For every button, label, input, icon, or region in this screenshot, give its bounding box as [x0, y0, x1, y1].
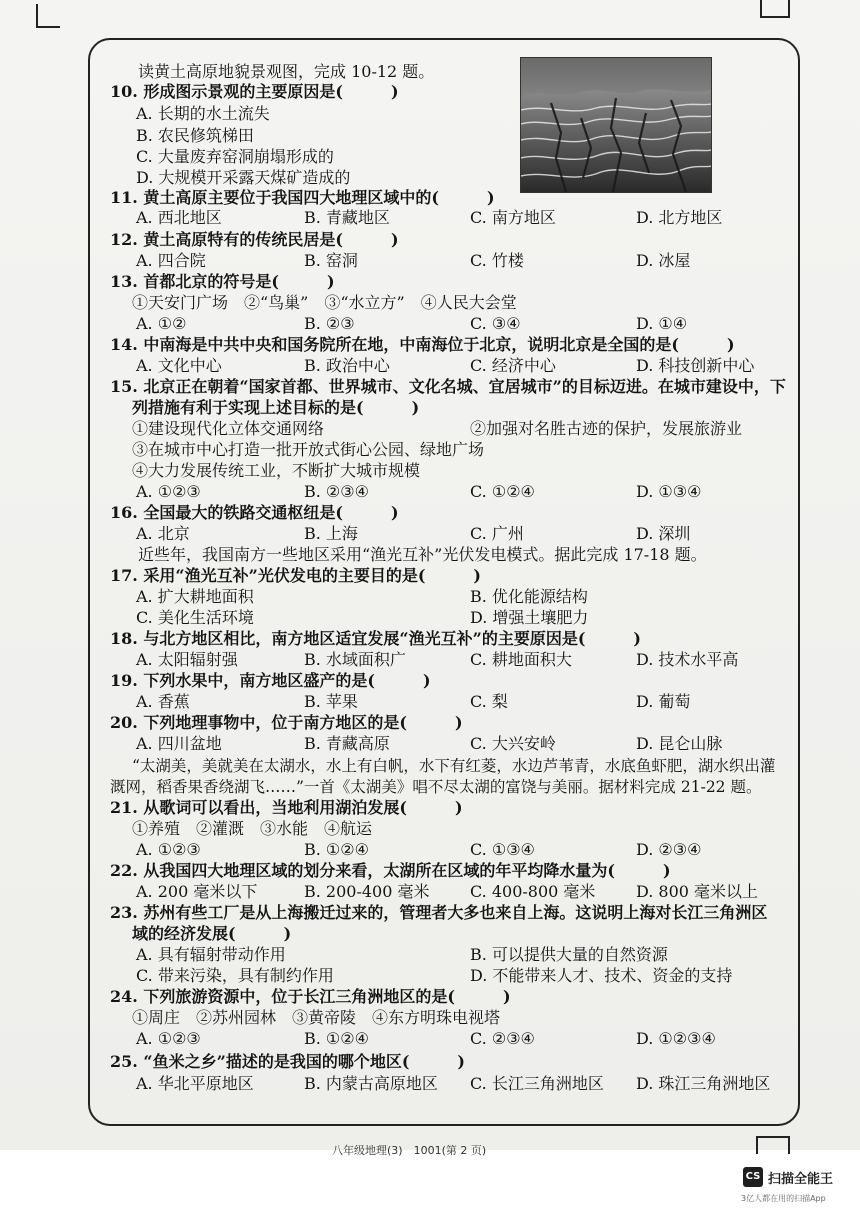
q12-option-a: A. 四合院	[136, 251, 206, 270]
q14-option-b: B. 政治中心	[304, 356, 390, 375]
question-11: 11. 黄土高原主要位于我国四大地理区域中的( )	[110, 188, 495, 207]
q13-items: ①天安门广场 ②“鸟巢” ③“水立方” ④人民大会堂	[132, 293, 517, 312]
q10-option-d: D. 大规模开采露天煤矿造成的	[136, 168, 351, 187]
q12-option-b: B. 窑洞	[304, 251, 358, 270]
q15-item-2: ②加强对名胜古迹的保护，发展旅游业	[470, 419, 743, 438]
q19-option-a: A. 香蕉	[136, 692, 190, 711]
question-24: 24. 下列旅游资源中，位于长江三角洲地区的是( )	[110, 987, 511, 1006]
question-16: 16. 全国最大的铁路交通枢纽是( )	[110, 503, 399, 522]
scanner-app-name: 扫描全能王	[768, 1172, 834, 1187]
q18-option-b: B. 水域面积广	[304, 650, 406, 669]
q23-option-b: B. 可以提供大量的自然资源	[470, 945, 668, 964]
q13-option-b: B. ②③	[304, 314, 355, 333]
question-15: 15. 北京正在朝着“国家首都、世界城市、文化名城、宜居城市”的目标迈进。在城市建设中，下	[110, 377, 786, 396]
q25-option-d: D. 珠江三角洲地区	[636, 1074, 771, 1093]
q23-option-a: A. 具有辐射带动作用	[136, 945, 286, 964]
q16-option-b: B. 上海	[304, 524, 358, 543]
q15-option-c: C. ①②④	[470, 482, 535, 501]
question-13: 13. 首都北京的符号是( )	[110, 272, 335, 291]
passage-loess-intro: 读黄土高原地貌景观图，完成 10-12 题。	[138, 62, 435, 81]
question-17: 17. 采用“渔光互补”光伏发电的主要目的是( )	[110, 566, 481, 585]
q11-option-a: A. 西北地区	[136, 208, 222, 227]
question-10: 10. 形成图示景观的主要原因是( )	[110, 82, 399, 101]
q11-option-b: B. 青藏地区	[304, 208, 390, 227]
question-15-continued: 列措施有利于实现上述目标的是( )	[132, 398, 420, 417]
q20-option-a: A. 四川盆地	[136, 734, 222, 753]
q17-option-c: C. 美化生活环境	[136, 608, 254, 627]
q20-option-b: B. 青藏高原	[304, 734, 390, 753]
q23-option-c: C. 带来污染，具有制约作用	[136, 966, 334, 985]
scanner-logo-icon: CS	[743, 1167, 763, 1187]
q20-option-c: C. 大兴安岭	[470, 734, 556, 753]
q13-option-d: D. ①④	[636, 314, 688, 333]
q15-option-b: B. ②③④	[304, 482, 369, 501]
question-19: 19. 下列水果中，南方地区盛产的是( )	[110, 671, 431, 690]
q19-option-d: D. 葡萄	[636, 692, 691, 711]
passage-taihu-line-1: “太湖美，美就美在太湖水，水上有白帆，水下有红菱，水边芦苇青，水底鱼虾肥，湖水织出灌	[132, 757, 776, 775]
q11-option-c: C. 南方地区	[470, 208, 556, 227]
q23-option-d: D. 不能带来人才、技术、资金的支持	[470, 966, 733, 985]
q13-option-a: A. ①②	[136, 314, 187, 333]
question-18: 18. 与北方地区相比，南方地区适宜发展“渔光互补”的主要原因是( )	[110, 629, 641, 648]
corner-mark-bottom-right	[756, 1136, 790, 1154]
q12-option-d: D. 冰屋	[636, 251, 691, 270]
question-14: 14. 中南海是中共中央和国务院所在地，中南海位于北京，说明北京是全国的是( )	[110, 335, 735, 354]
q25-option-a: A. 华北平原地区	[136, 1074, 254, 1093]
question-22: 22. 从我国四大地理区域的划分来看，太湖所在区域的年平均降水量为( )	[110, 861, 671, 880]
q10-option-a: A. 长期的水土流失	[136, 104, 270, 123]
q21-option-c: C. ①③④	[470, 840, 535, 859]
q24-option-c: C. ②③④	[470, 1029, 535, 1048]
q15-item-1: ①建设现代化立体交通网络	[132, 419, 325, 438]
q16-option-d: D. 深圳	[636, 524, 691, 543]
q12-option-c: C. 竹楼	[470, 251, 524, 270]
q22-option-c: C. 400-800 毫米	[470, 882, 596, 901]
q15-option-a: A. ①②③	[136, 482, 201, 501]
question-23-continued: 域的经济发展( )	[132, 924, 292, 943]
q24-option-a: A. ①②③	[136, 1029, 201, 1048]
passage-fishery-solar: 近些年，我国南方一些地区采用“渔光互补”光伏发电模式。据此完成 17-18 题。	[138, 545, 707, 564]
q18-option-d: D. 技术水平高	[636, 650, 739, 669]
q22-option-b: B. 200-400 毫米	[304, 882, 430, 901]
question-12: 12. 黄土高原特有的传统民居是( )	[110, 230, 399, 249]
q20-option-d: D. 昆仑山脉	[636, 734, 723, 753]
q14-option-c: C. 经济中心	[470, 356, 556, 375]
question-25: 25. “鱼米之乡”描述的是我国的哪个地区( )	[110, 1052, 465, 1071]
q24-option-b: B. ①②④	[304, 1029, 369, 1048]
q19-option-c: C. 梨	[470, 692, 508, 711]
q15-item-3: ③在城市中心打造一批开放式街心公园、绿地广场	[132, 440, 485, 459]
q14-option-a: A. 文化中心	[136, 356, 222, 375]
q16-option-a: A. 北京	[136, 524, 190, 543]
q24-items: ①周庄 ②苏州园林 ③黄帝陵 ④东方明珠电视塔	[132, 1008, 501, 1027]
q17-option-b: B. 优化能源结构	[470, 587, 588, 606]
q10-option-c: C. 大量废弃窑洞崩塌形成的	[136, 147, 334, 166]
q18-option-c: C. 耕地面积大	[470, 650, 572, 669]
q14-option-d: D. 科技创新中心	[636, 356, 755, 375]
q24-option-d: D. ①②③④	[636, 1029, 716, 1048]
q25-option-b: B. 内蒙古高原地区	[304, 1074, 438, 1093]
q18-option-a: A. 太阳辐射强	[136, 650, 238, 669]
q22-option-a: A. 200 毫米以下	[136, 882, 258, 901]
q13-option-c: C. ③④	[470, 314, 521, 333]
q17-option-a: A. 扩大耕地面积	[136, 587, 254, 606]
q17-option-d: D. 增强土壤肥力	[470, 608, 589, 627]
scanner-tagline: 3亿人都在用的扫描App	[741, 1194, 826, 1203]
page-footer: 八年级地理(3) 1001(第 2 页)	[332, 1144, 487, 1157]
q22-option-d: D. 800 毫米以上	[636, 882, 759, 901]
q21-option-b: B. ①②④	[304, 840, 369, 859]
q15-option-d: D. ①③④	[636, 482, 702, 501]
question-20: 20. 下列地理事物中，位于南方地区的是( )	[110, 713, 463, 732]
question-21: 21. 从歌词可以看出，当地利用湖泊发展( )	[110, 798, 463, 817]
q21-option-d: D. ②③④	[636, 840, 702, 859]
q25-option-c: C. 长江三角洲地区	[470, 1074, 604, 1093]
q11-option-d: D. 北方地区	[636, 208, 723, 227]
question-23: 23. 苏州有些工厂是从上海搬迁过来的，管理者大多也来自上海。这说明上海对长江三角洲区	[110, 903, 768, 922]
passage-taihu-line-2: 溉网，稻香果香绕湖飞……”一首《太湖美》唱不尽太湖的富饶与美丽。据材料完成 21-22 题。	[110, 778, 762, 796]
q19-option-b: B. 苹果	[304, 692, 358, 711]
q21-option-a: A. ①②③	[136, 840, 201, 859]
q15-item-4: ④大力发展传统工业，不断扩大城市规模	[132, 461, 421, 480]
q10-option-b: B. 农民修筑梯田	[136, 126, 254, 145]
q16-option-c: C. 广州	[470, 524, 524, 543]
q21-items: ①养殖 ②灌溉 ③水能 ④航运	[132, 819, 373, 838]
